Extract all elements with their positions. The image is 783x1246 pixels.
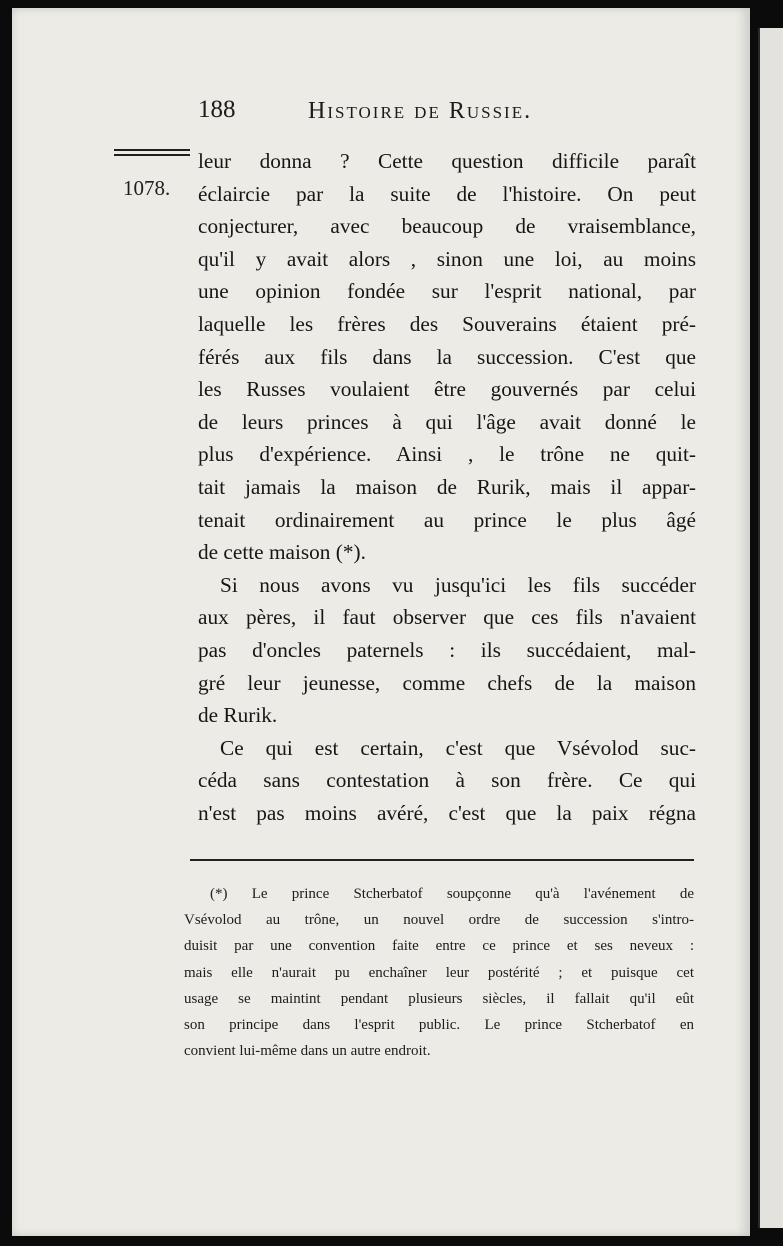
body-line: Si nous avons vu jusqu'ici les fils succéder xyxy=(220,572,696,597)
body-line: les Russes voulaient être gouvernés par celui xyxy=(198,377,696,402)
footnote-line: convient lui-même dans un autre endroit. xyxy=(184,1043,431,1060)
body-line: conjecturer, avec beaucoup de vraisemblance, xyxy=(198,214,696,239)
body-line: leur donna ? Cette question difficile paraît xyxy=(198,149,696,173)
footnote-line: Vsévolod au trône, un nouvel ordre de succession s'intro- xyxy=(184,912,694,929)
body-line: tait jamais la maison de Rurik, mais il appar- xyxy=(198,474,696,499)
footnote-line: usage se maintint pendant plusieurs siècles, il fallait qu'il eût xyxy=(184,990,694,1007)
page-number: 188 xyxy=(198,96,236,123)
footnote-line: son principe dans l'esprit public. Le prince Stcherbatof en xyxy=(184,1017,694,1034)
body-line: qu'il y avait alors , sinon une loi, au moins xyxy=(198,246,696,271)
book-page xyxy=(12,8,750,1236)
body-line: Ce qui est certain, c'est que Vsévolod suc- xyxy=(220,735,696,760)
footnote-line: (*) Le prince Stcherbatof soupçonne qu'à l'avénement de xyxy=(210,886,694,902)
body-line: de leurs princes à qui l'âge avait donné le xyxy=(198,409,696,434)
body-line: gré leur jeunesse, comme chefs de la maison xyxy=(198,670,696,695)
body-line: aux pères, il faut observer que ces fils n'avaient xyxy=(198,605,696,630)
body-line: pas d'oncles paternels : ils succédaient, mal- xyxy=(198,637,696,662)
footnote-line: mais elle n'aurait pu enchaîner leur postérité ; et puisque cet xyxy=(184,964,694,981)
next-page-edge xyxy=(758,28,783,1228)
body-line: plus d'expérience. Ainsi , le trône ne quit- xyxy=(198,442,696,467)
body-line: céda sans contestation à son frère. Ce qui xyxy=(198,768,696,793)
body-line: de Rurik. xyxy=(198,703,278,728)
body-line: laquelle les frères des Souverains étaient pré- xyxy=(198,311,696,336)
body-line: n'est pas moins avéré, c'est que la paix régna xyxy=(198,800,696,825)
footnote-line: duisit par une convention faite entre ce prince et ses neveux : xyxy=(184,938,694,955)
footnote-rule xyxy=(190,859,694,861)
body-line: une opinion fondée sur l'esprit national, par xyxy=(198,279,696,304)
running-title: Histoire de Russie. xyxy=(308,98,533,124)
body-line: éclaircie par la suite de l'histoire. On peut xyxy=(198,181,696,206)
body-line: de cette maison (*). xyxy=(198,540,366,565)
body-line: tenait ordinairement au prince le plus âgé xyxy=(198,507,696,532)
margin-year: 1078. xyxy=(123,176,171,200)
body-text xyxy=(198,145,696,829)
body-line: férés aux fils dans la succession. C'est que xyxy=(198,344,696,369)
margin-rule xyxy=(114,154,190,156)
margin-rule xyxy=(114,149,190,151)
footnote xyxy=(184,881,694,1064)
running-head xyxy=(12,96,750,126)
